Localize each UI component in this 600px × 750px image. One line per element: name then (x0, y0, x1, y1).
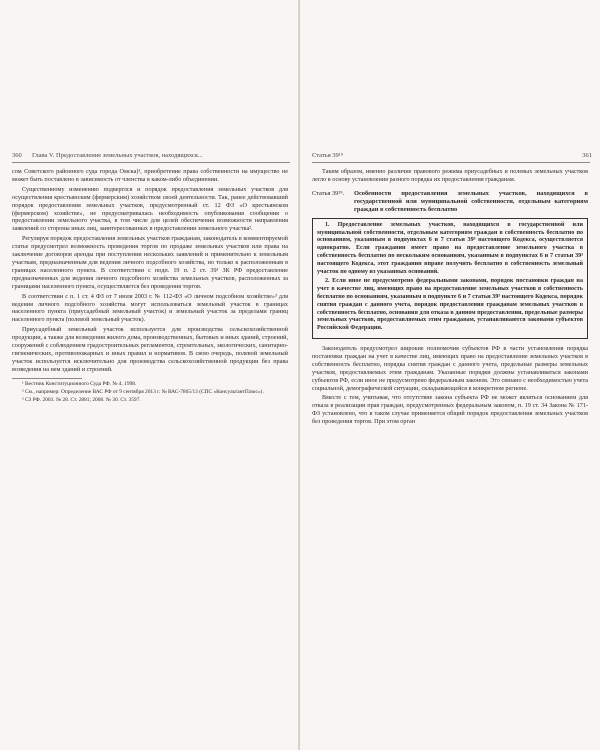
paragraph: В соответствии с п. 1 ст. 4 ФЗ от 7 июля 2003 г. № 112-ФЗ «О личном подсобном хозяйстве»³ для ведения личного подсобного хозяйства могут использоваться земельный участок в границах населенного пункта (приусадебный земельный участок) и земельный участок за пределами границ населенного пункта (полевой земельный участок). (12, 292, 288, 324)
article-clause: 2. Если иное не предусмотрено федеральными законами, порядок постановки граждан на учет в качестве лиц, имеющих право на предоставление земельных участков в собственность бесплатно по основаниям, указанным в подпункте 6 и 7 статьи 39³ настоящего Кодекса, порядок снятия граждан с данного учета, порядок предоставления гражданам земельных участков в собственность бесплатно, основания для отказа в данном предоставлении, предельные размеры земельных участков, предоставляемых этим гражданам, устанавливаются законами субъектов Российской Федерации. (317, 278, 583, 332)
article-heading (312, 190, 588, 214)
paragraph: Существенному изменению подверглся и порядок предоставления земельных участков для осуществления крестьянским (фермерским) хозяйством своей деятельности. Так, ранее действовавший порядок предоставления земельных участков, предусмотренный ст. 12 ФЗ «О крестьянском (фермерском) хозяйстве», не предусматривалась необходимость опубликования сообщения о предоставлении земельного участка, в том числе для целей обеспечения возможности направления заявлений со стороны иных лиц, заинтересованных в предоставлении земельного участка². (12, 185, 288, 233)
left-header-rule (12, 162, 290, 163)
left-running-title: Глава V. Предоставление земельных участков, находящихся... (32, 152, 203, 159)
right-page-number: 361 (582, 152, 592, 159)
paragraph: Приусадебный земельный участок используется для производства сельскохозяйственной продукции, а также для возведения жилого дома, производственных, бытовых и иных зданий, строений, сооружений с соблюдением градостроительных регламентов, строительных, экологических, санитарно-гигиенических, противопожарных и иных правил и нормативов. В свою очередь, полевой земельный участок используется исключительно для производства сельскохозяйственной продукции без права возведения на нем зданий и строений. (12, 326, 288, 373)
right-running-title: Статья 39¹⁹ (312, 152, 344, 159)
paragraph: Таким образом, именно различие правового режима приусадебных и полевых земельных участков легло в основу установления разного порядка их предоставления гражданам. (312, 168, 588, 183)
article-text-box (312, 218, 588, 339)
paragraph: Вместе с тем, учитывая, что отсутствие закона субъекта РФ не может являться основанием для отказа в реализации прав граждан, предусмотренных федеральным законом, п. 19 ст. 34 Закона № 171-ФЗ установлено, что в таком случае применяется общий порядок предоставления земельных участков без проведения торгов. При этом орган (312, 394, 588, 426)
right-header-rule (312, 162, 590, 163)
right-body (312, 168, 588, 428)
right-page (300, 0, 600, 750)
footnote-rule (12, 378, 82, 379)
left-body (12, 168, 288, 406)
footnote: ¹ Вестник Конституционного Суда РФ. № 4. 1998. (22, 380, 137, 387)
footnote: ³ СЗ РФ. 2003. № 28. Ст. 2881; 2008. № 30. Ст. 3597. (22, 397, 141, 404)
paragraph: Законодатель предусмотрел широкие полномочия субъектов РФ в части установления порядка постановки граждан на учет в качестве лиц, имеющих право на предоставление земельных участков в собственность бесплатно, порядка снятия граждан с данного учета, предельные размеры земельных участков, предоставляемых этим гражданам. Указанные порядки должны устанавливаться законами субъектов РФ, если иное не предусмотрено федеральным законом. Это связано с необходимостью учета социальной, демографической ситуации, складывающейся в конкретном регионе. (312, 344, 588, 392)
left-page-number: 360 (12, 152, 22, 159)
article-clause: 1. Предоставление земельных участков, находящихся в государственной или муниципальной собственности, отдельным категориям граждан в собственность бесплатно по основаниям, указанным в подпунктах 6 и 7 статьи 39³ настоящего Кодекса, осуществляется однократно. Если гражданин имеет право на предоставление земельного участка в собственность бесплатно по нескольким основаниям, указанным в подпунктах 6 и 7 статьи 39³ настоящего Кодекса, этот гражданин вправе получить бесплатно в собственность земельный участок по одному из указанных оснований. (317, 221, 583, 275)
article-label: Статья 39¹⁹. (312, 189, 345, 197)
paragraph: сом Советского районного суда города Омска)¹, приобретение права собственности на имущество не может быть поставлено в зависимость от членства в каком-либо объединении. (12, 168, 288, 183)
article-title: Особенности предоставления земельных участков, находящихся в государственной или муниципальной собственности, отдельным категориям граждан в собственность бесплатно (354, 189, 588, 213)
paragraph: Регулируя порядок предоставления земельных участков гражданам, законодатель в комментируемой статье предусмотрел возможность проведения торгов по продаже земельных участков или права на заключение договоров аренды при поступлении нескольких заявлений и применительно к земельным участкам, предназначенным для ведения личного подсобного хозяйства, но только к расположенным в границах населенного пункта. В соответствии с подп. 19 п. 2 ст. 39¹ ЗК РФ предоставление предназначенных для ведения личного подсобного хозяйства земельных участков, расположенных за границами населенного пункта, осуществляется без проведения торгов. (12, 235, 288, 290)
footnote: ² См., например: Определение ВАС РФ от 9 сентября 2013 г. № ВАС-7865/13 (СПС «КонсультантПлюс»). (22, 389, 264, 396)
